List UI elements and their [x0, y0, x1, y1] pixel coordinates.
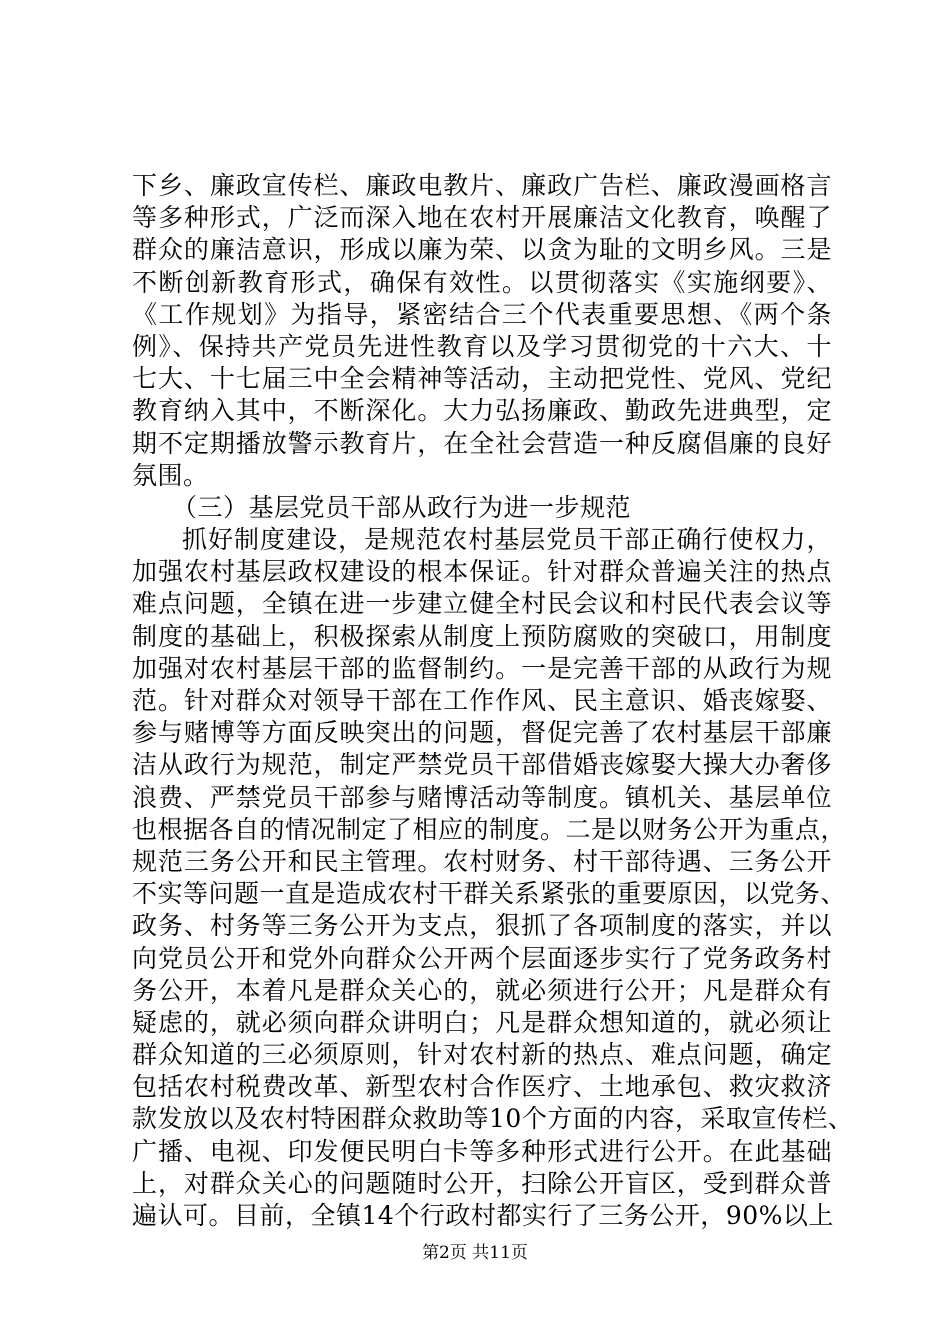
text-line: 疑虑的，就必须向群众讲明白；凡是群众想知道的，就必须让: [132, 1007, 832, 1037]
text-line: 期不定期播放警示教育片，在全社会营造一种反腐倡廉的良好: [132, 428, 832, 458]
text-line: 务公开，本着凡是群众关心的，就必须进行公开；凡是群众有: [132, 975, 832, 1005]
text-line: 包括农村税费改革、新型农村合作医疗、土地承包、救灾救济: [132, 1072, 832, 1102]
text-line: 《工作规划》为指导，紧密结合三个代表重要思想、《两个条: [132, 299, 832, 329]
text-line: 参与赌博等方面反映突出的问题，督促完善了农村基层干部廉: [132, 718, 832, 748]
text-line: 教育纳入其中，不断深化。大力弘扬廉政、勤政先进典型，定: [132, 396, 832, 426]
text-line: 加强农村基层政权建设的根本保证。针对群众普遍关注的热点: [132, 557, 832, 587]
paragraph-first-line: 抓好制度建设，是规范农村基层党员干部正确行使权力，: [182, 525, 832, 555]
text-line: 向党员公开和党外向群众公开两个层面逐步实行了党务政务村: [132, 943, 832, 973]
text-line: 下乡、廉政宣传栏、廉政电教片、廉政广告栏、廉政漫画格言: [132, 171, 832, 200]
text-line: 不实等问题一直是造成农村干群关系紧张的重要原因，以党务、: [132, 879, 847, 909]
text-line: 遍认可。目前，全镇14个行政村都实行了三务公开，90%以上: [132, 1201, 834, 1230]
text-line: 加强对农村基层干部的监督制约。一是完善干部的从政行为规: [132, 653, 832, 683]
text-line: 款发放以及农村特困群众救助等10个方面的内容，采取宣传栏、: [132, 1104, 854, 1134]
text-line: 规范三务公开和民主管理。农村财务、村干部待遇、三务公开: [132, 846, 832, 876]
text-line: 洁从政行为规范，制定严禁党员干部借婚丧嫁娶大操大办奢侈: [132, 750, 832, 780]
text-line: 制度的基础上，积极探索从制度上预防腐败的突破口，用制度: [132, 621, 832, 651]
text-line: 群众的廉洁意识，形成以廉为荣、以贪为耻的文明乡风。三是: [132, 235, 832, 265]
text-line: 浪费、严禁党员干部参与赌博活动等制度。镇机关、基层单位: [132, 782, 832, 812]
body-text: [132, 170, 854, 1232]
page-number-label: 第2页 共11页: [422, 1243, 528, 1263]
text-line: 上，对群众关心的问题随时公开，扫除公开盲区，受到群众普: [132, 1168, 832, 1198]
text-line: 七大、十七届三中全会精神等活动，主动把党性、党风、党纪: [132, 364, 832, 394]
text-line: 难点问题，全镇在进一步建立健全村民会议和村民代表会议等: [132, 589, 832, 619]
text-line: 例》、保持共产党员先进性教育以及学习贯彻党的十六大、十: [132, 331, 832, 361]
section-heading: （三）基层党员干部从政行为进一步规范: [172, 492, 632, 522]
text-line: 也根据各自的情况制定了相应的制度。二是以财务公开为重点，: [132, 814, 847, 844]
text-line: 群众知道的三必须原则，针对农村新的热点、难点问题，确定: [132, 1040, 832, 1070]
text-line: 广播、电视、印发便民明白卡等多种形式进行公开。在此基础: [132, 1136, 832, 1166]
page-footer: [0, 1243, 950, 1263]
text-line: 氛围。: [132, 460, 209, 490]
text-line: 范。针对群众对领导干部在工作作风、民主意识、婚丧嫁娶、: [132, 686, 832, 715]
text-line: 等多种形式，广泛而深入地在农村开展廉洁文化教育，唤醒了: [132, 203, 832, 233]
text-line: 政务、村务等三务公开为支点，狠抓了各项制度的落实，并以: [132, 911, 832, 941]
text-line: 不断创新教育形式，确保有效性。以贯彻落实《实施纲要》、: [132, 267, 832, 297]
